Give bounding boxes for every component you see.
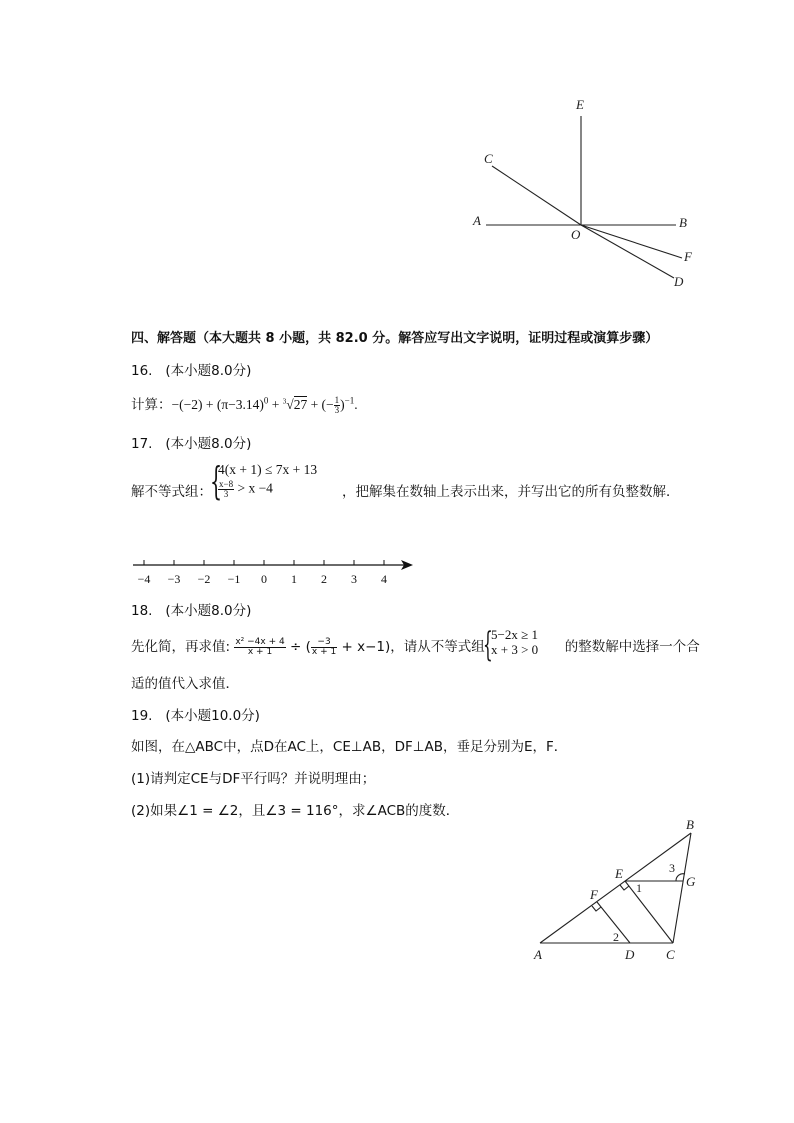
q17-prefix: 解不等式组： bbox=[131, 484, 212, 500]
segment-ce bbox=[625, 881, 673, 943]
q16-header bbox=[131, 359, 251, 379]
triangle-figure bbox=[528, 812, 718, 967]
q17-number: 17. bbox=[131, 436, 153, 452]
number-line-label: 3 bbox=[351, 572, 357, 586]
q19-line2: (1)请判定CE与DF平行吗？并说明理由； bbox=[131, 771, 376, 787]
q18-header bbox=[131, 599, 251, 619]
q18-fraction-1: $\frac{\text{x² −4x + 4}}{x + 1}$ bbox=[235, 636, 285, 657]
angle-label-2: 2 bbox=[613, 930, 619, 944]
angle-figure bbox=[460, 90, 700, 300]
q16-prefix: 计算： bbox=[131, 397, 172, 413]
q17-header bbox=[131, 432, 251, 452]
q17-system-line2: $\frac{x-8}{3}$ > x −4 bbox=[219, 479, 273, 499]
q19-points: (本小题10.0分) bbox=[165, 708, 260, 724]
q19-line3: (2)如果∠1 = ∠2，且∠3 = 116°，求∠ACB的度数． bbox=[131, 803, 460, 819]
side-ab bbox=[540, 833, 691, 943]
number-line-label: 2 bbox=[321, 572, 327, 586]
q17-suffix: ，把解集在数轴上表示出来，并写出它的所有负整数解． bbox=[342, 484, 680, 500]
label-c2: C bbox=[666, 947, 675, 962]
q16-expr: $-(-2) + (\pi-3.14)^0 + ^3√27$ + (− $\frac{1}{3}$ )$^{-1}$. bbox=[171, 395, 358, 416]
label-b2: B bbox=[686, 817, 694, 832]
label-d: D bbox=[674, 274, 684, 289]
number-line-label: −2 bbox=[197, 572, 211, 586]
number-line-label: 0 bbox=[261, 572, 267, 586]
angle-label-1: 1 bbox=[636, 881, 642, 895]
label-a2: A bbox=[534, 947, 542, 962]
q16-body bbox=[131, 393, 358, 415]
number-line-label: −3 bbox=[167, 572, 181, 586]
ray-od bbox=[581, 225, 674, 278]
label-a: A bbox=[473, 213, 481, 228]
ray-of bbox=[581, 225, 682, 258]
q19-header bbox=[131, 704, 260, 724]
right-angle-mark-e bbox=[620, 885, 629, 890]
section-heading: 四、解答题（本大题共 8 小题，共 82.0 分。解答应写出文字说明，证明过程或演算步骤） bbox=[131, 331, 659, 346]
q16-fraction: $\frac{1}{3}$ bbox=[334, 395, 340, 416]
label-o: O bbox=[571, 227, 581, 242]
number-line-label: −4 bbox=[137, 572, 151, 586]
q18-system-line1: 5−2x ≥ 1 bbox=[491, 627, 538, 642]
angle-label-3: 3 bbox=[669, 861, 675, 875]
label-b: B bbox=[679, 215, 687, 230]
q18-line1: 先化简，再求值: $\frac{\text{x² −4x + 4}}{x + 1}$ ÷ ( $\frac{-3}{x + 1}$ + x−1)，请从不等式组 的整数解中选择一个合 bbox=[131, 636, 700, 657]
q18-system-line2: x + 3 > 0 bbox=[491, 642, 539, 657]
ray-oc bbox=[492, 166, 581, 225]
q16-number: 16. bbox=[131, 363, 153, 379]
right-angle-mark-f bbox=[592, 906, 601, 911]
number-line bbox=[125, 553, 420, 589]
q19-line1: 如图，在△ABC中，点D在AC上，CE⊥AB，DF⊥AB，垂足分别为E，F． bbox=[131, 739, 568, 755]
number-line-label: −1 bbox=[227, 572, 241, 586]
q18-points: (本小题8.0分) bbox=[165, 603, 252, 619]
q17-brace: { bbox=[210, 459, 223, 503]
q18-number: 18. bbox=[131, 603, 153, 619]
q18-line2: 适的值代入求值． bbox=[131, 676, 239, 692]
q17-points: (本小题8.0分) bbox=[165, 436, 252, 452]
label-d2: D bbox=[625, 947, 635, 962]
label-e: E bbox=[576, 97, 584, 112]
number-line-label: 4 bbox=[381, 572, 387, 586]
label-e2: E bbox=[615, 866, 623, 881]
q16-points: (本小题8.0分) bbox=[165, 363, 252, 379]
label-c: C bbox=[484, 151, 493, 166]
q18-fraction-2: $\frac{-3}{x + 1}$ bbox=[311, 636, 337, 657]
q17-system-line1: 4(x + 1) ≤ 7x + 13 bbox=[218, 462, 318, 477]
q19-number: 19. bbox=[131, 708, 153, 724]
label-g: G bbox=[686, 874, 696, 889]
label-f2: F bbox=[590, 887, 598, 902]
label-f: F bbox=[684, 249, 692, 264]
number-line-label: 1 bbox=[291, 572, 297, 586]
q18-brace: { bbox=[483, 625, 493, 665]
